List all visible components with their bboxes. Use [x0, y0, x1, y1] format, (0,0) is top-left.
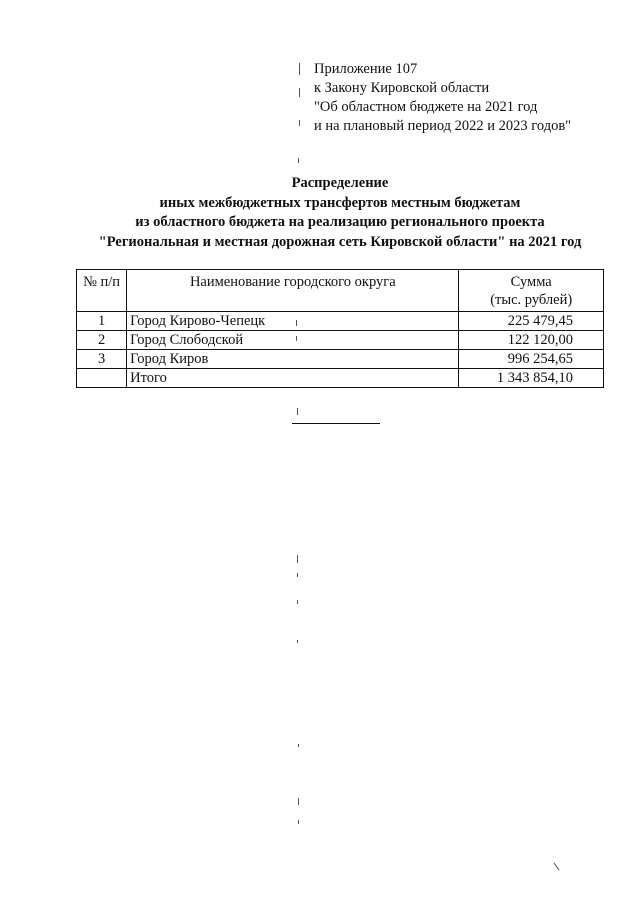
row-num: 2	[77, 331, 127, 350]
scan-speck	[298, 158, 299, 163]
scan-speck	[299, 120, 300, 126]
row-num: 1	[77, 312, 127, 331]
annex-number: Приложение 107	[314, 61, 418, 77]
total-label: Итого	[127, 369, 459, 388]
scan-speck	[298, 820, 299, 824]
row-name: Город Кирово-Чепецк	[127, 312, 459, 331]
scan-speck	[299, 88, 300, 97]
annex-header	[314, 60, 571, 136]
row-num: 3	[77, 350, 127, 369]
end-divider	[292, 423, 380, 424]
document-title	[60, 174, 620, 252]
title-line-4: "Региональная и местная дорожная сеть Кировской области" на 2021 год	[98, 233, 582, 250]
scan-speck	[296, 320, 297, 326]
scan-speck	[297, 573, 298, 577]
scan-speck	[297, 555, 298, 563]
header-sum	[459, 270, 604, 312]
row-name: Город Слободской	[127, 331, 459, 350]
table-header-row	[77, 270, 604, 312]
row-name: Город Киров	[127, 350, 459, 369]
row-sum: 122 120,00	[459, 331, 604, 350]
scan-speck	[554, 863, 560, 871]
row-sum: 225 479,45	[459, 312, 604, 331]
header-name: Наименование городского округа	[127, 270, 459, 312]
title-line-1: Распределение	[291, 175, 389, 191]
table-row	[77, 350, 604, 369]
scan-speck	[297, 640, 298, 643]
table-row	[77, 331, 604, 350]
title-line-2: иных межбюджетных трансфертов местным бюджетам	[159, 194, 521, 211]
annex-law-title-1: "Об областном бюджете на 2021 год	[314, 99, 538, 115]
header-num: № п/п	[77, 270, 127, 312]
table-total-row	[77, 369, 604, 388]
scan-speck	[298, 798, 299, 805]
distribution-table	[76, 269, 604, 388]
scan-speck	[298, 744, 299, 747]
total-sum: 1 343 854,10	[459, 369, 604, 388]
annex-law-title-2: и на плановый период 2022 и 2023 годов"	[314, 118, 572, 134]
scan-speck	[297, 600, 298, 604]
scan-speck	[297, 408, 298, 415]
row-sum: 996 254,65	[459, 350, 604, 369]
scan-speck	[296, 336, 297, 341]
annex-law-ref: к Закону Кировской области	[314, 80, 490, 96]
table-row	[77, 312, 604, 331]
title-line-3: из областного бюджета на реализацию регионального проекта	[135, 214, 545, 230]
total-num-empty	[77, 369, 127, 388]
header-sum-title: Сумма	[510, 274, 552, 290]
scan-speck	[299, 63, 300, 75]
header-sum-unit: (тыс. рублей)	[490, 292, 573, 308]
